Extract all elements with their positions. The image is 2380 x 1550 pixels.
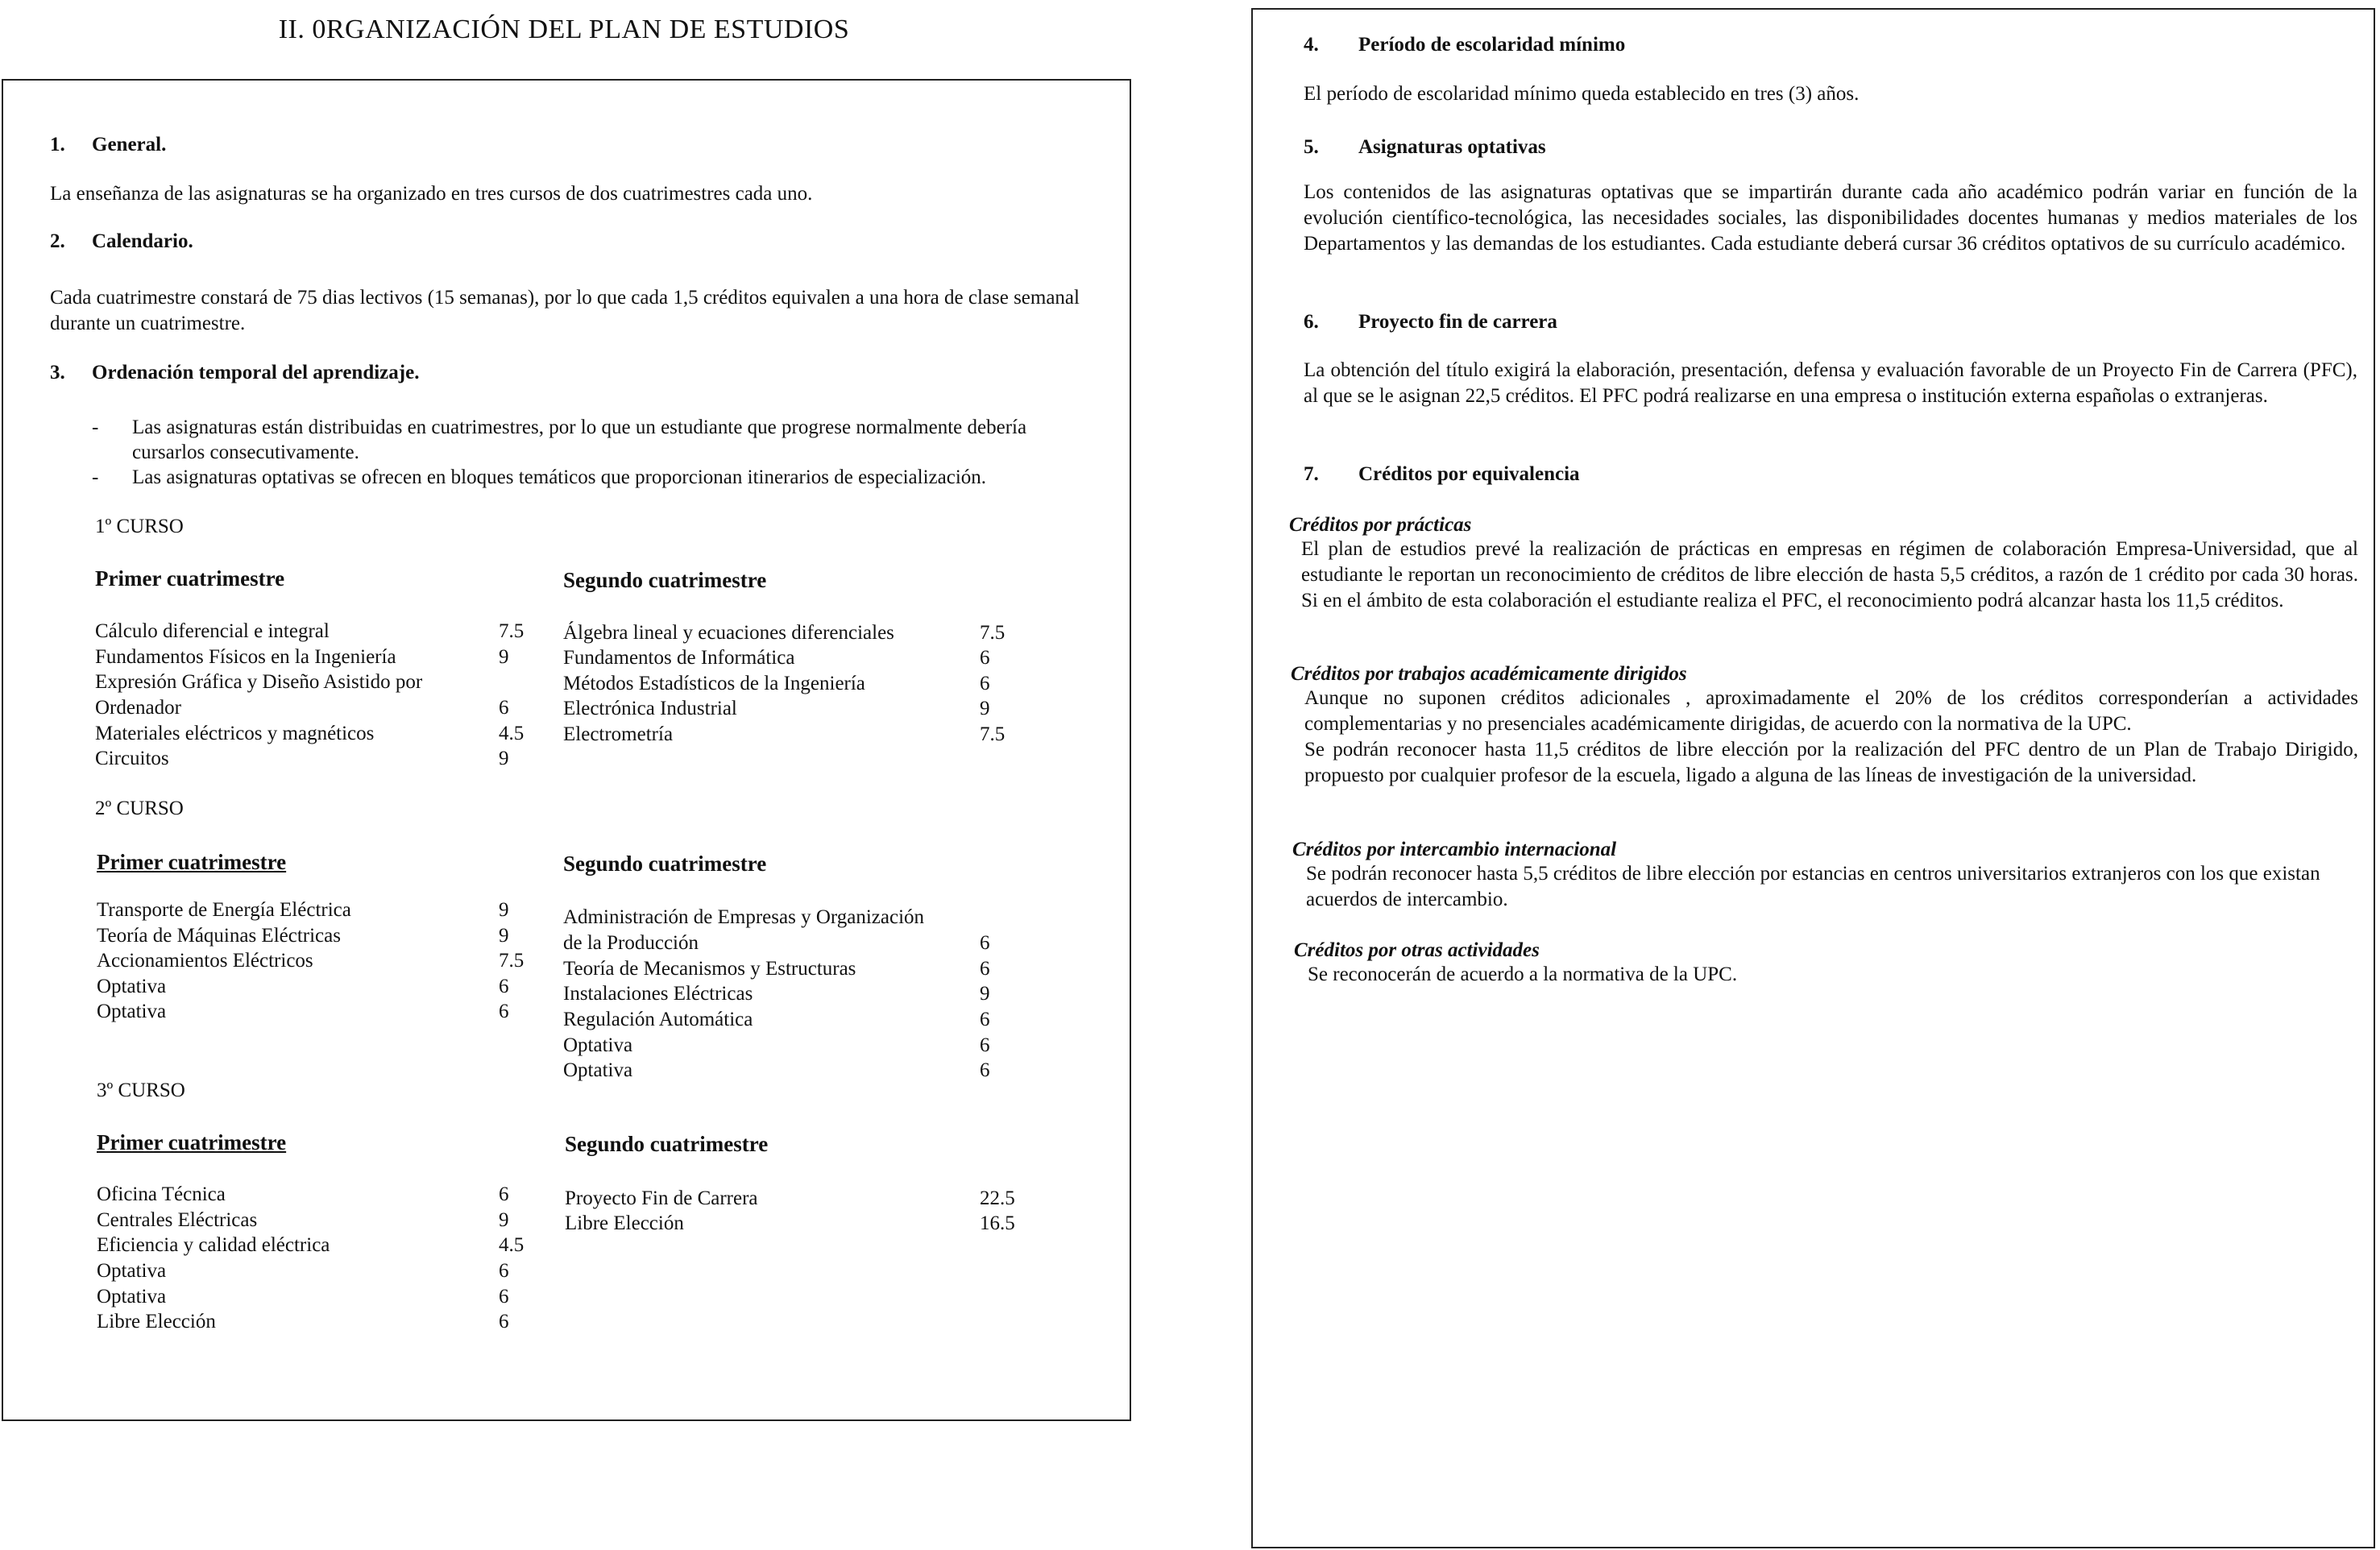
credit-type-intercambio-title: Créditos por intercambio internacional: [1292, 839, 1617, 860]
course-name: Expresión Gráfica y Diseño Asistido por: [95, 671, 423, 693]
course-credits: 7.5: [980, 622, 1005, 644]
section-optativas-heading: 5. Asignaturas optativas: [1304, 136, 1546, 158]
course-credits: 7.5: [499, 950, 525, 972]
course-credits: 9: [499, 899, 509, 921]
course-name: Electrónica Industrial: [563, 698, 737, 719]
course-name: Optativa: [563, 1034, 633, 1056]
course-name: Fundamentos de Informática: [563, 647, 795, 669]
credit-type-practicas-title: Créditos por prácticas: [1289, 514, 1472, 536]
credit-type-trabajos-text-2: Se podrán reconocer hasta 11,5 créditos de libre elección por la realización del PFC dentro de un Plan de Trabajo Dirigido, propuesto por cualquier profesor de la escuela, ligado a alguna de las líneas de investigación de la universidad.: [1304, 739, 2358, 786]
section-calendario-heading: 2. Calendario.: [50, 230, 193, 252]
year-2-label: 2º CURSO: [95, 798, 184, 819]
course-name: Optativa: [563, 1059, 633, 1081]
course-credits: 6: [980, 1009, 990, 1030]
section-periodo-text: El período de escolaridad mínimo queda establecido en tres (3) años.: [1304, 83, 1860, 105]
course-credits: 9: [499, 748, 509, 769]
section-pfc-text: La obtención del título exigirá la elaboración, presentación, defensa y evaluación favorable de un Proyecto Fin de Carrera (PFC), al que se le asignan 22,5 créditos. El PFC podrá realizarse en una empresa o institución externa españolas o extranjeras.: [1304, 359, 2357, 407]
course-credits: 6: [499, 976, 509, 997]
course-credits: 7.5: [980, 723, 1005, 745]
section-periodo-heading: 4. Período de escolaridad mínimo: [1304, 34, 1626, 56]
course-name: Regulación Automática: [563, 1009, 753, 1030]
course-name: Métodos Estadísticos de la Ingeniería: [563, 673, 865, 694]
course-name: Optativa: [97, 1260, 167, 1282]
year-3-first-semester-title: Primer cuatrimestre: [97, 1130, 287, 1154]
course-name: de la Producción: [563, 932, 699, 954]
course-credits: 9: [499, 1209, 509, 1231]
year-2-first-semester-title: Primer cuatrimestre: [97, 850, 287, 874]
credit-type-intercambio-text: Se podrán reconocer hasta 5,5 créditos de libre elección por estancias en centros universitarios extranjeros con los que existan acuerdos de intercambio.: [1306, 863, 2320, 910]
section-pfc-heading: 6. Proyecto fin de carrera: [1304, 311, 1557, 333]
right-page-frame: [1251, 8, 2375, 1548]
course-name: Accionamientos Eléctricos: [97, 950, 313, 972]
year-1-label: 1º CURSO: [95, 516, 184, 537]
course-name: Álgebra lineal y ecuaciones diferenciales: [563, 622, 894, 644]
course-credits: 6: [980, 647, 990, 669]
course-credits: 9: [499, 646, 509, 668]
course-credits: 6: [499, 1260, 509, 1282]
year-3-label: 3º CURSO: [97, 1080, 185, 1101]
page-title: II. 0RGANIZACIÓN DEL PLAN DE ESTUDIOS: [278, 15, 850, 44]
year-1-first-semester-title: Primer cuatrimestre: [95, 566, 285, 591]
bullet-item: - Las asignaturas optativas se ofrecen en bloques temáticos que proporcionan itinerarios de especialización.: [92, 466, 987, 488]
section-general-heading: 1. General.: [50, 134, 167, 155]
section-calendario-text: Cada cuatrimestre constará de 75 dias lectivos (15 semanas), por lo que cada 1,5 créditos equivalen a una hora de clase semanal durante un cuatrimestre.: [50, 287, 1080, 334]
course-credits: 6: [980, 1059, 990, 1081]
section-equivalencia-heading: 7. Créditos por equivalencia: [1304, 463, 1580, 485]
course-name: Circuitos: [95, 748, 169, 769]
course-name: Teoría de Mecanismos y Estructuras: [563, 958, 856, 980]
course-name: Cálculo diferencial e integral: [95, 620, 330, 642]
course-name: Centrales Eléctricas: [97, 1209, 258, 1231]
course-name: Optativa: [97, 1001, 167, 1022]
course-name: Electrometría: [563, 723, 674, 745]
course-name: Oficina Técnica: [97, 1183, 226, 1205]
credit-type-otras-text: Se reconocerán de acuerdo a la normativa de la UPC.: [1308, 964, 1738, 985]
ordering-bullet-list: [87, 415, 1078, 490]
course-credits: 6: [980, 1034, 990, 1056]
course-credits: 9: [499, 925, 509, 947]
course-credits: 7.5: [499, 620, 525, 642]
year-3-second-semester-title: Segundo cuatrimestre: [565, 1132, 769, 1156]
course-name: Instalaciones Eléctricas: [563, 983, 753, 1005]
course-name: Materiales eléctricos y magnéticos: [95, 723, 375, 744]
course-name: Administración de Empresas y Organización: [563, 906, 925, 928]
course-name: Teoría de Máquinas Eléctricas: [97, 925, 341, 947]
course-credits: 6: [499, 697, 509, 719]
course-credits: 9: [980, 983, 990, 1005]
bullet-item: - Las asignaturas están distribuidas en cuatrimestres, por lo que un estudiante que progrese normalmente debería cursarlos consecutivamente.: [92, 417, 1027, 463]
course-name: Optativa: [97, 976, 167, 997]
section-optativas-text: Los contenidos de las asignaturas optativas que se impartirán durante cada año académico podrán variar en función de la evolución científico-tecnológica, las necesidades sociales, las disponibilidades docentes humanas y medios materiales de los Departamentos y las demandas de los estudiantes. Cada estudiante deberá cursar 36 créditos optativos de su currículo académico.: [1304, 181, 2357, 255]
course-name: Fundamentos Físicos en la Ingeniería: [95, 646, 396, 668]
course-name: Transporte de Energía Eléctrica: [97, 899, 351, 921]
course-credits: 16.5: [980, 1212, 1015, 1234]
course-name: Eficiencia y calidad eléctrica: [97, 1234, 330, 1256]
course-name: Optativa: [97, 1286, 167, 1308]
course-credits: 6: [980, 958, 990, 980]
left-page-frame: [2, 79, 1131, 1421]
section-general-text: La enseñanza de las asignaturas se ha organizado en tres cursos de dos cuatrimestres cada uno.: [50, 183, 813, 205]
credit-type-trabajos-title: Créditos por trabajos académicamente dirigidos: [1291, 663, 1687, 685]
year-1-second-semester-title: Segundo cuatrimestre: [563, 568, 767, 592]
course-credits: 6: [499, 1001, 509, 1022]
course-name: Libre Elección: [565, 1212, 684, 1234]
course-credits: 9: [980, 698, 990, 719]
course-name: Libre Elección: [97, 1311, 216, 1332]
course-credits: 6: [499, 1286, 509, 1308]
credit-type-otras-title: Créditos por otras actividades: [1294, 939, 1540, 961]
section-ordenacion-heading: 3. Ordenación temporal del aprendizaje.: [50, 362, 420, 383]
course-credits: 6: [499, 1183, 509, 1205]
course-credits: 22.5: [980, 1187, 1015, 1209]
course-credits: 6: [980, 673, 990, 694]
credit-type-trabajos-text-1: Aunque no suponen créditos adicionales , aproximadamente el 20% de los créditos corresponderían a actividades complementarias y no presenciales académicamente dirigidas, de acuerdo con la normativa de la UPC.: [1304, 687, 2358, 735]
course-credits: 6: [980, 932, 990, 954]
credit-type-practicas-text: El plan de estudios prevé la realización de prácticas en empresas en régimen de colaboración Empresa-Universidad, que al estudiante le reportan un reconocimiento de créditos de libre elección de hasta 5,5 créditos, a razón de 1 crédito por cada 30 horas. Si en el ámbito de esta colaboración el estudiante realiza el PFC, el reconocimiento podrá alcanzar hasta los 11,5 créditos.: [1301, 538, 2358, 611]
course-name: Proyecto Fin de Carrera: [565, 1187, 758, 1209]
year-2-second-semester-title: Segundo cuatrimestre: [563, 852, 767, 876]
course-credits: 4.5: [499, 723, 525, 744]
course-credits: 6: [499, 1311, 509, 1332]
course-credits: 4.5: [499, 1234, 525, 1256]
course-name: Ordenador: [95, 697, 181, 719]
